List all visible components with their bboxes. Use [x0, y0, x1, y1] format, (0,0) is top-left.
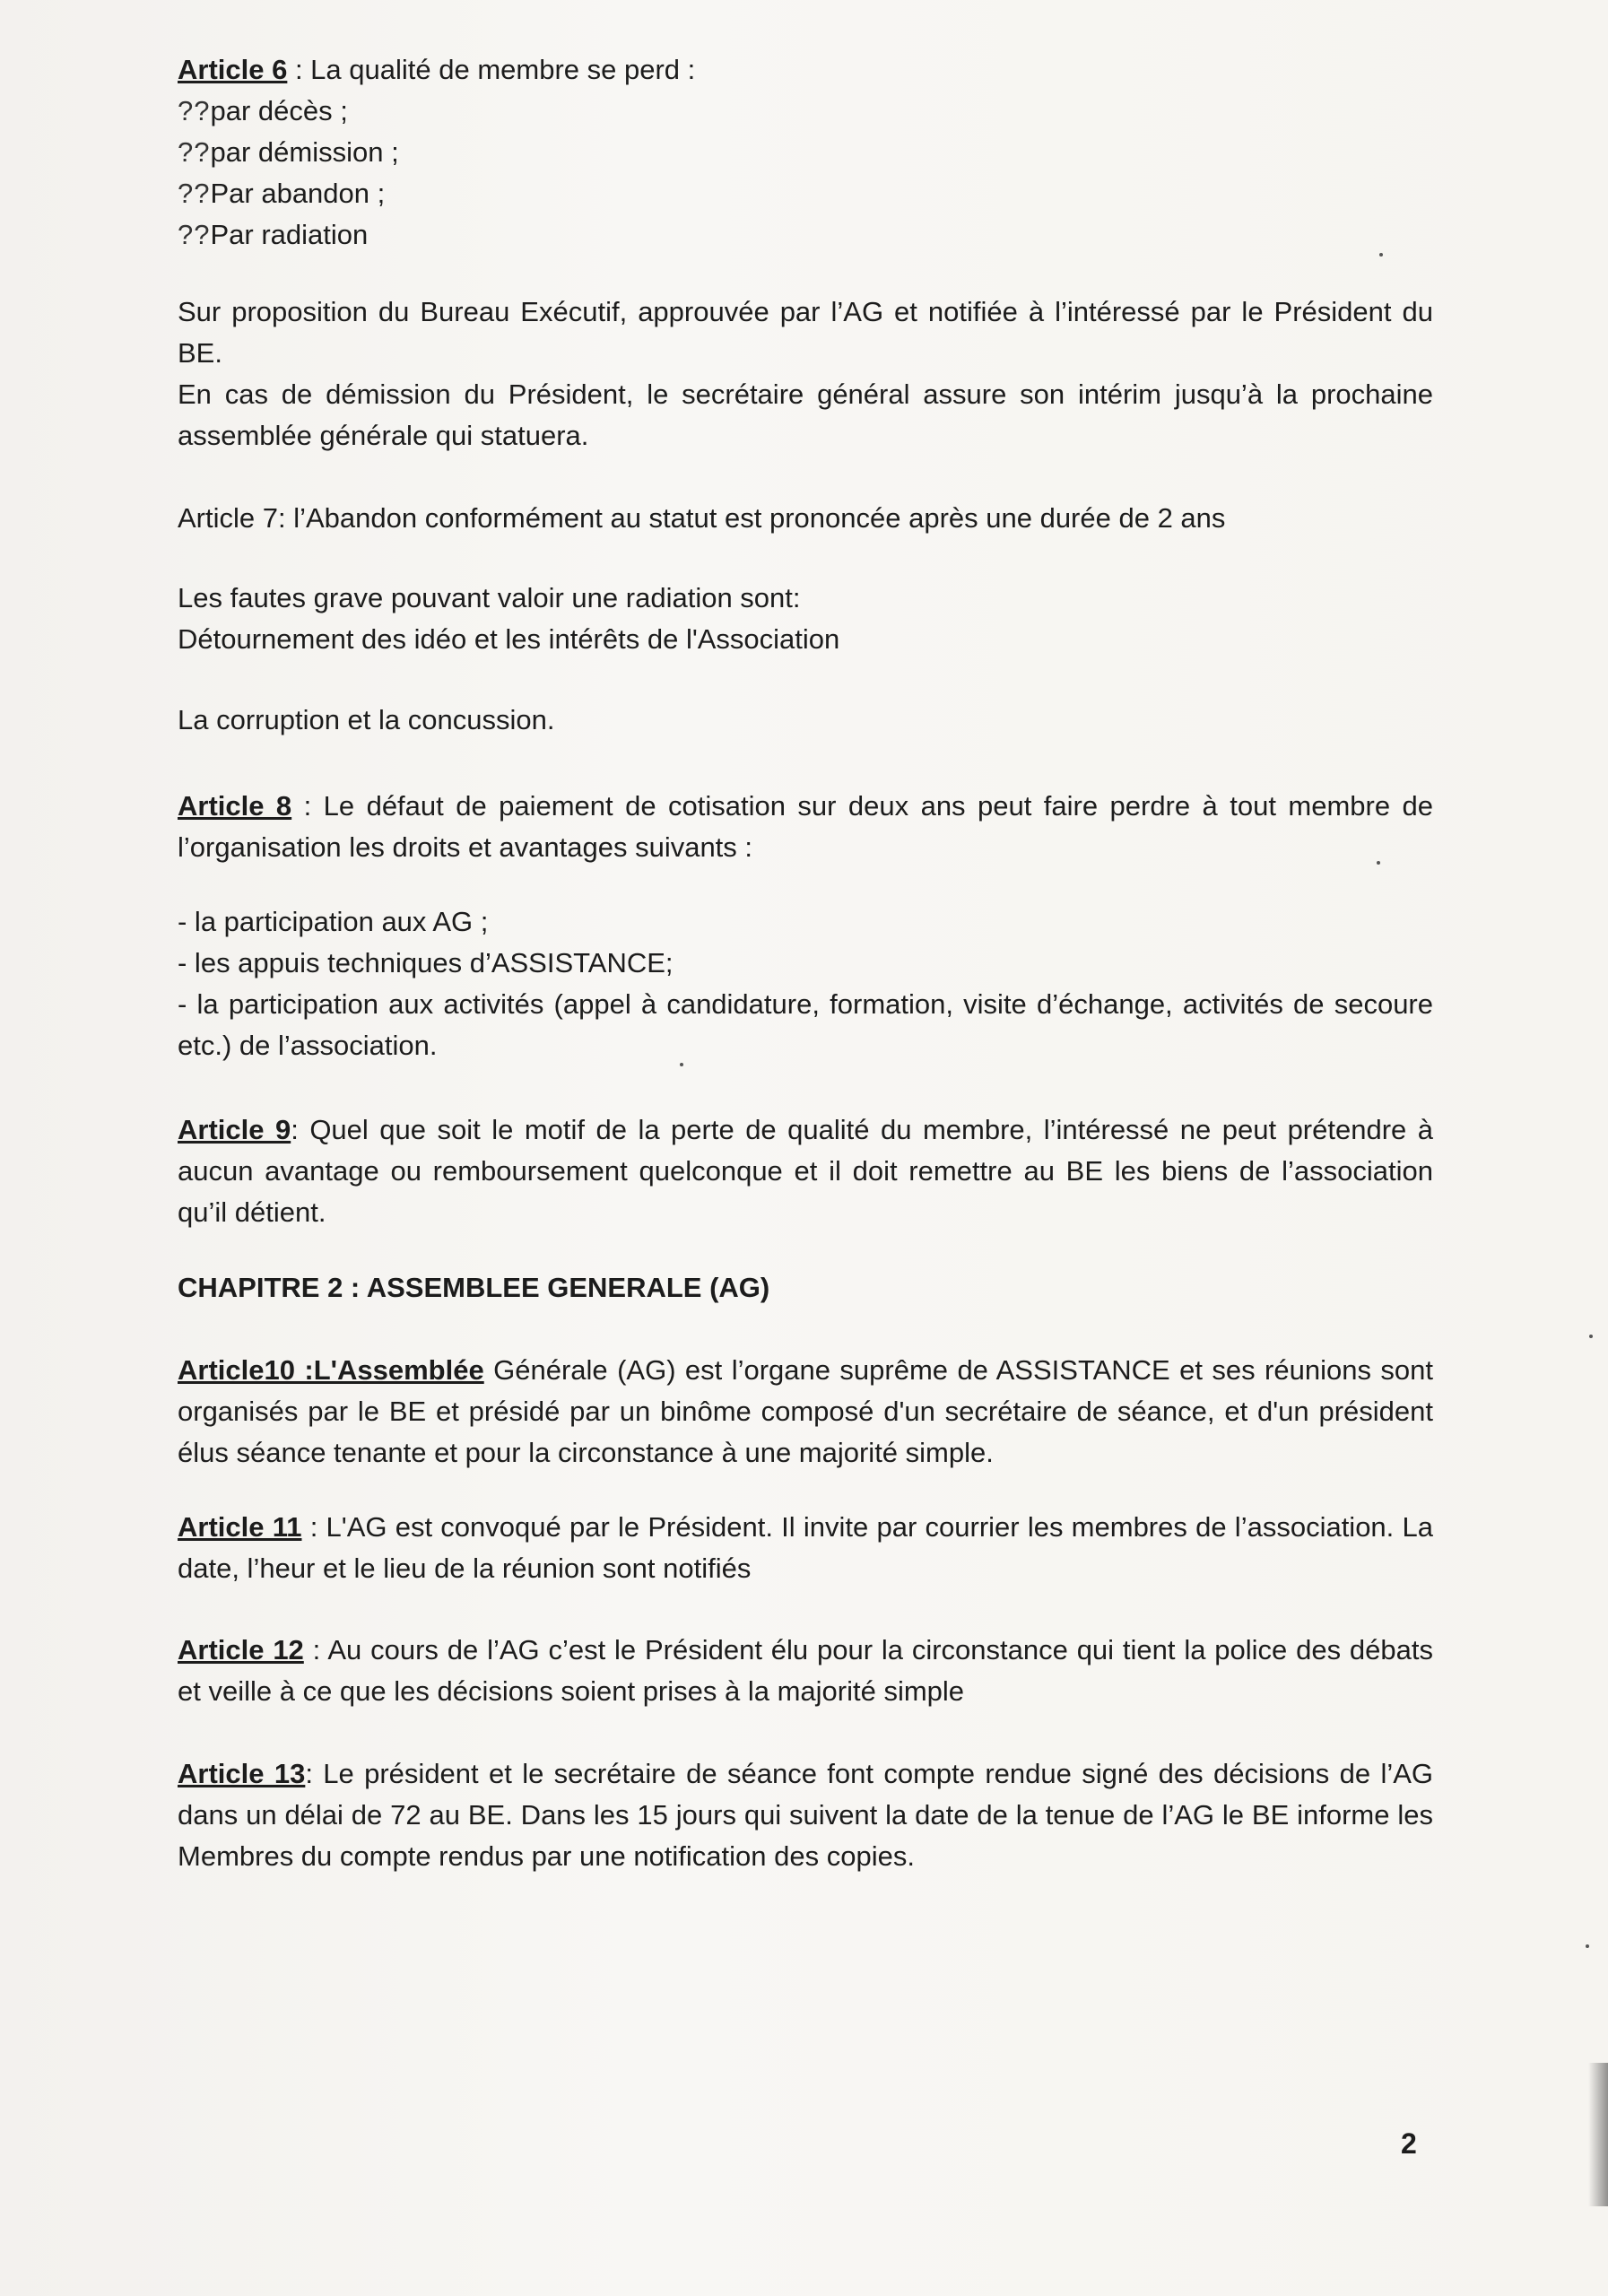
- faults-intro: Les fautes grave pouvant valoir une radiation sont:: [178, 582, 801, 613]
- article-11-text: : L'AG est convoqué par le Président. Il invite par courrier les membres de l’association. La date, l’heur et le lieu de la réunion sont notifiés: [178, 1511, 1433, 1584]
- article-6-item: ??par décès ;: [178, 95, 348, 126]
- article-6-item: ??par démission ;: [178, 136, 399, 168]
- article-10-text: Générale (AG) est l’organe suprême de ASSISTANCE et ses réunions sont organisés par le BE et présidé par un binôme composé d'un secrétaire de séance, et d'un président élus séance tenante et pour la circonstance à une majorité simple.: [178, 1354, 1433, 1468]
- article-6-intro-line: [178, 49, 1433, 91]
- missing-glyph-bullet: ??: [178, 178, 211, 209]
- article-6-intro: : La qualité de membre se perd :: [287, 54, 696, 85]
- fault-item: Détournement des idéo et les intérêts de l'Association: [178, 623, 840, 655]
- article-13-label: Article 13: [178, 1758, 306, 1789]
- article-8-text: : Le défaut de paiement de cotisation sur deux ans peut faire perdre à tout membre de l’organisation les droits et avantages suivants :: [178, 790, 1433, 863]
- article-9-text: : Quel que soit le motif de la perte de qualité du membre, l’intéressé ne peut prétendre à aucun avantage ou remboursement quelconque et il doit remettre au BE les biens de l’association qu’il détient.: [178, 1114, 1433, 1228]
- page-edge-shadow: [1588, 2063, 1608, 2206]
- article-6: [178, 49, 1433, 256]
- article-8-item: - les appuis techniques d’ASSISTANCE;: [178, 947, 674, 978]
- article-8-item: - la participation aux AG ;: [178, 906, 489, 937]
- article-9-label: Article 9: [178, 1114, 291, 1145]
- article-13-text: : Le président et le secrétaire de séance font compte rendue signé des décisions de l’AG dans un délai de 72 au BE. Dans les 15 jours qui suivent la date de la tenue de l’AG le BE informe les Membres du compte rendus par une notification des copies.: [178, 1758, 1434, 1872]
- speck: [1589, 1335, 1593, 1338]
- fault-item: La corruption et la concussion.: [178, 704, 555, 735]
- article-13: [178, 1753, 1433, 1877]
- missing-glyph-bullet: ??: [178, 95, 211, 126]
- article-6-item: ??Par abandon ;: [178, 178, 386, 209]
- article-12-label: Article 12: [178, 1634, 304, 1665]
- chapter-2-heading: CHAPITRE 2 : ASSEMBLEE GENERALE (AG): [178, 1272, 770, 1303]
- paragraph-radiation: Sur proposition du Bureau Exécutif, approuvée par l’AG et notifiée à l’intéressé par le Président du BE.: [178, 296, 1433, 369]
- missing-glyph-bullet: ??: [178, 219, 211, 250]
- missing-glyph-bullet: ??: [178, 136, 211, 168]
- article-12-text: : Au cours de l’AG c’est le Président élu pour la circonstance qui tient la police des débats et veille à ce que les décisions soient prises à la majorité simple: [178, 1634, 1433, 1707]
- article-11: [178, 1507, 1433, 1589]
- article-8-item: - la participation aux activités (appel à candidature, formation, visite d’échange, activités de secoure etc.) de l’association.: [178, 988, 1433, 1061]
- article-12: [178, 1630, 1433, 1712]
- speck: [1586, 1944, 1589, 1948]
- article-10: [178, 1350, 1433, 1474]
- page-number: 2: [1401, 2127, 1417, 2160]
- article-11-label: Article 11: [178, 1511, 302, 1543]
- article-8: [178, 786, 1433, 868]
- paragraph-demission: En cas de démission du Président, le secrétaire général assure son intérim jusqu’à la prochaine assemblée générale qui statuera.: [178, 378, 1433, 451]
- article-6-item: ??Par radiation: [178, 219, 369, 250]
- article-9: [178, 1109, 1433, 1233]
- article-7: Article 7: l’Abandon conformément au statut est prononcée après une durée de 2 ans: [178, 502, 1226, 534]
- article-6-label: Article 6: [178, 54, 288, 85]
- article-10-label: Article10 :L'Assemblée: [178, 1354, 484, 1386]
- article-8-label: Article 8: [178, 790, 292, 822]
